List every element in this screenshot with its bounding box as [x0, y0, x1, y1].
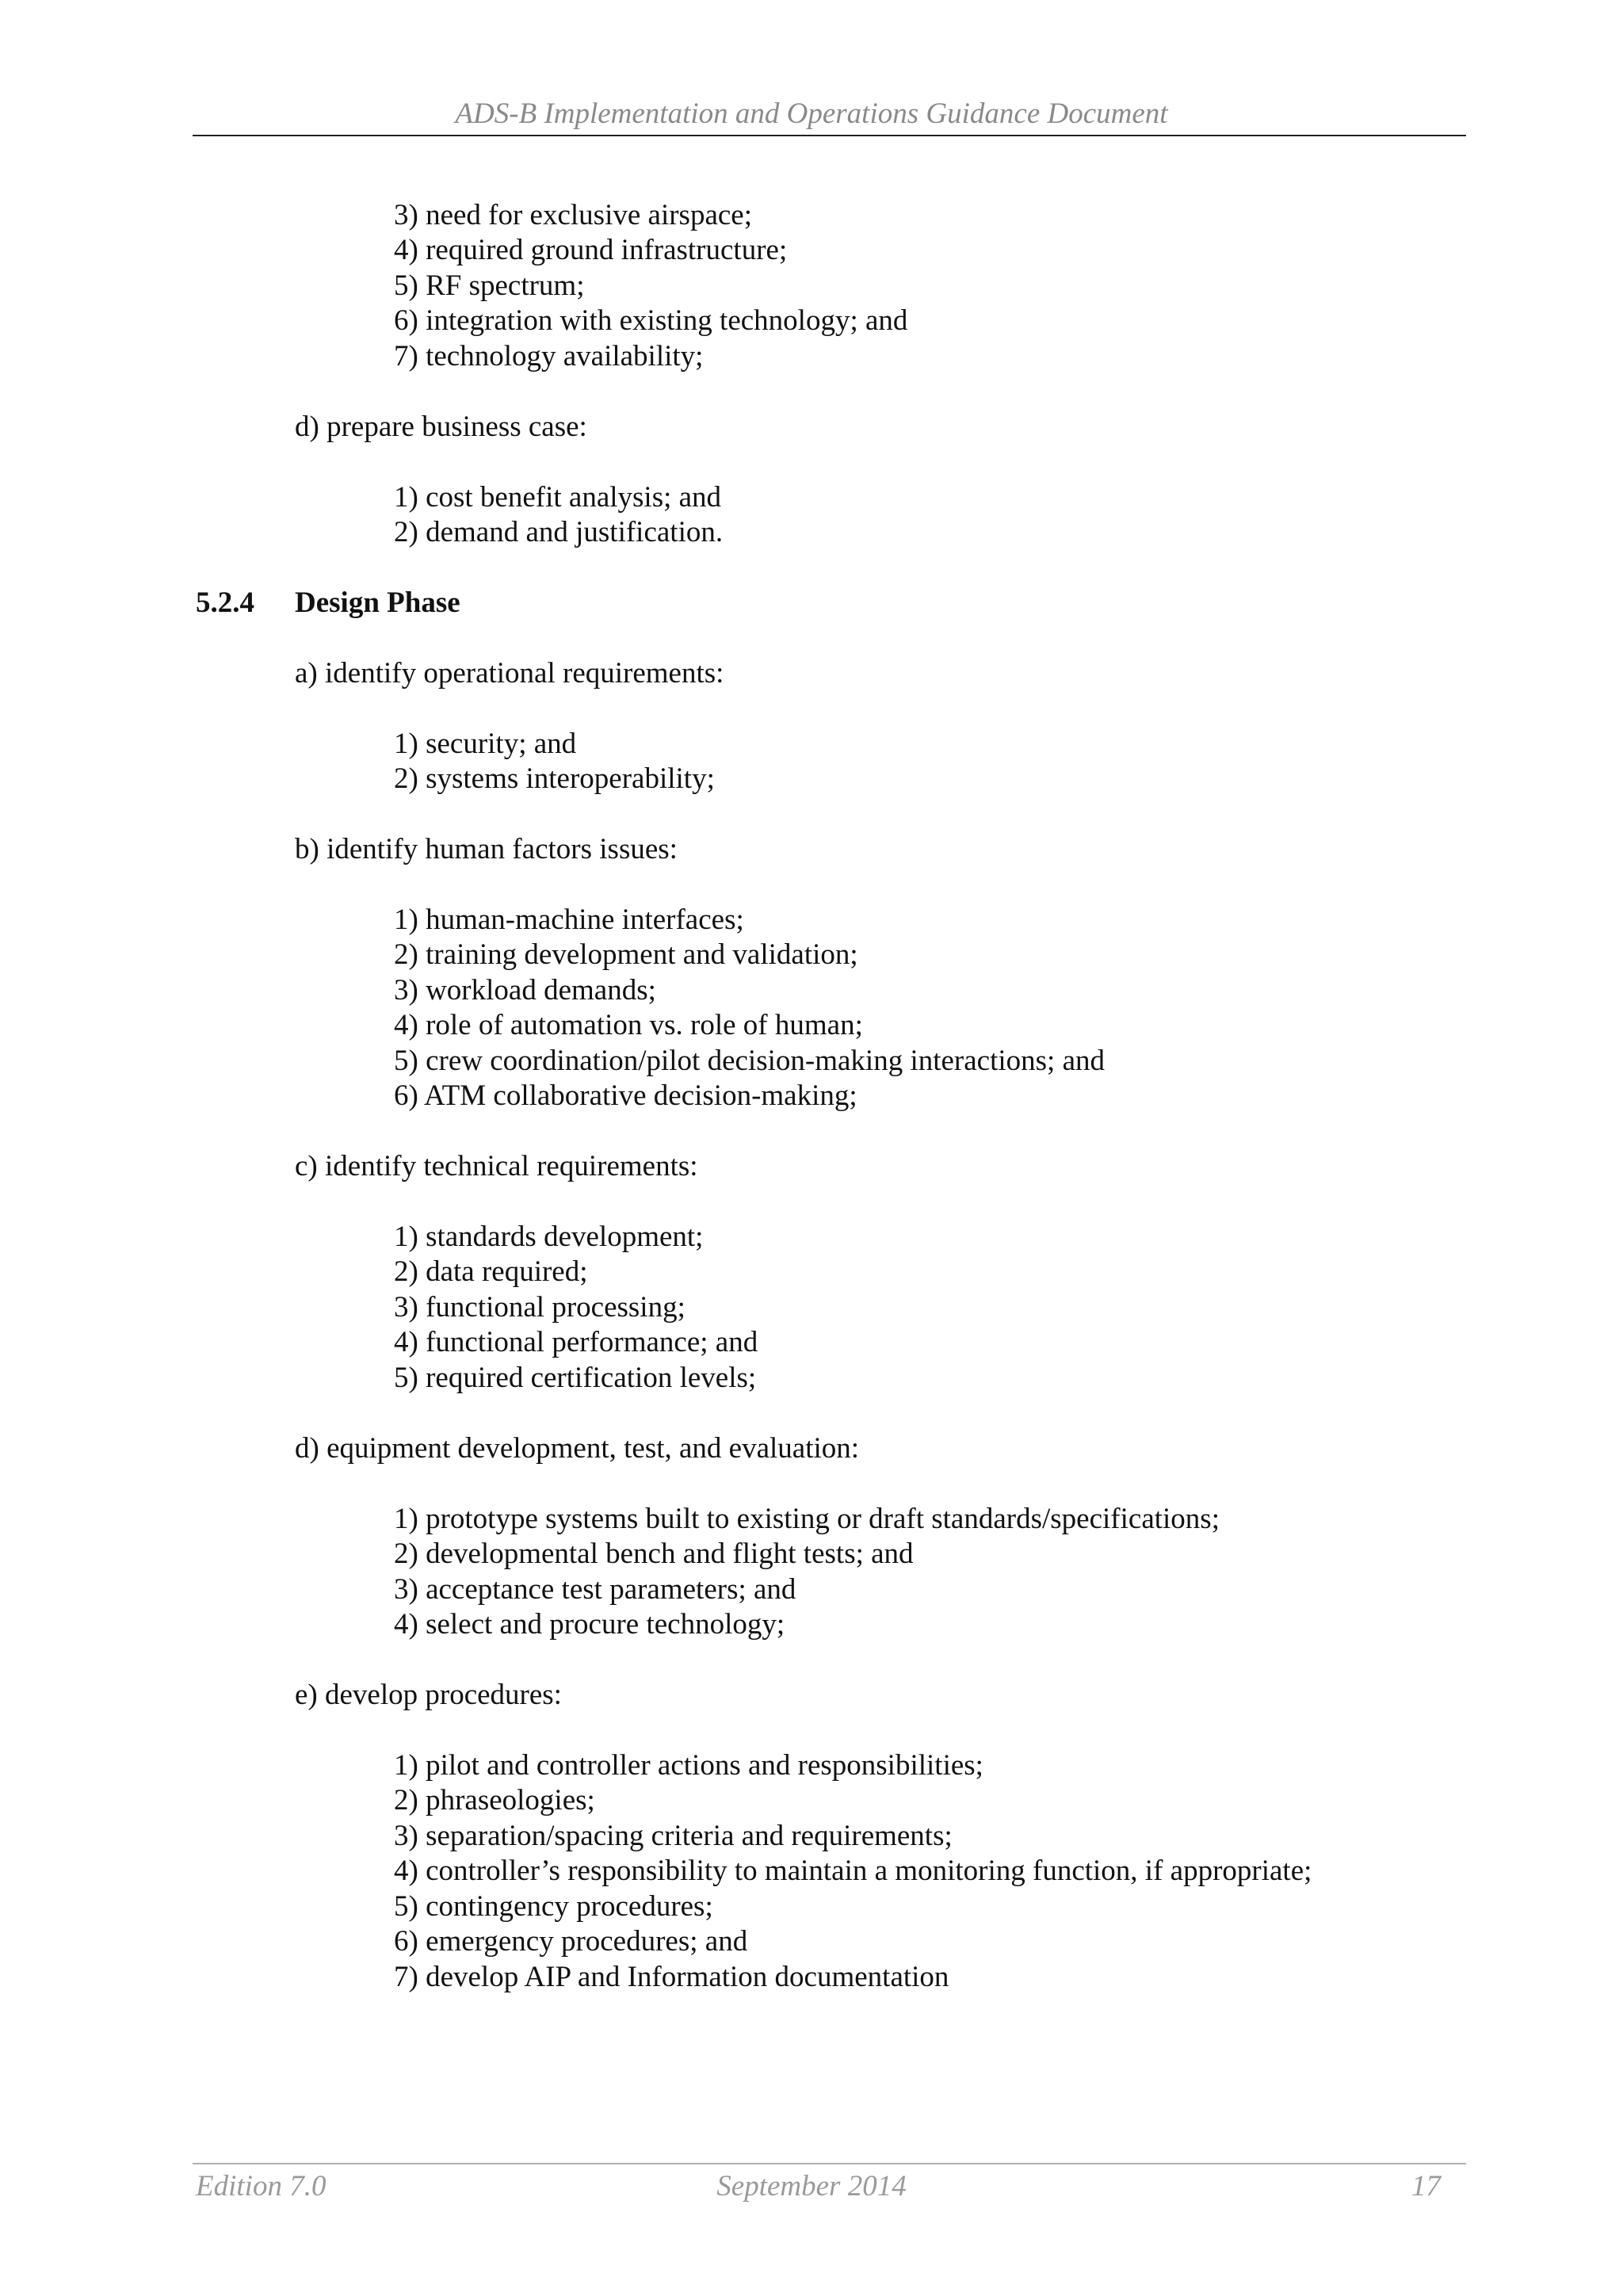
list-item: 3) separation/spacing criteria and requirements;: [394, 1820, 953, 1852]
list-item: 1) human-machine interfaces;: [394, 904, 744, 936]
list-item: 4) required ground infrastructure;: [394, 234, 788, 266]
list-item: 3) need for exclusive airspace;: [394, 199, 753, 231]
list-item: 4) select and procure technology;: [394, 1608, 785, 1641]
list-item: 6) emergency procedures; and: [394, 1925, 748, 1958]
header-title: ADS-B Implementation and Operations Guidance Document: [455, 97, 1168, 130]
list-item: 7) develop AIP and Information documentation: [394, 1961, 949, 1993]
list-item: 1) standards development;: [394, 1221, 704, 1253]
list-heading: c) identify technical requirements:: [295, 1150, 698, 1182]
footer-page-number: 17: [1411, 2170, 1441, 2202]
list-item: 2) phraseologies;: [394, 1784, 595, 1817]
section-number: 5.2.4: [196, 586, 254, 619]
list-item: 6) integration with existing technology; and: [394, 304, 908, 337]
list-item: 2) training development and validation;: [394, 938, 858, 971]
list-item: 3) acceptance test parameters; and: [394, 1573, 796, 1606]
list-item: 2) demand and justification.: [394, 516, 724, 548]
list-item: 2) data required;: [394, 1255, 588, 1288]
list-heading: b) identify human factors issues:: [295, 833, 678, 865]
list-item: 2) systems interoperability;: [394, 762, 715, 795]
list-item: 5) crew coordination/pilot decision-making interactions; and: [394, 1045, 1105, 1077]
list-item: 5) required certification levels;: [394, 1362, 757, 1394]
list-item: 5) RF spectrum;: [394, 269, 585, 302]
list-heading: a) identify operational requirements:: [295, 657, 724, 690]
list-item: 1) security; and: [394, 728, 577, 760]
list-item: 1) cost benefit analysis; and: [394, 481, 722, 514]
section-title: Design Phase: [295, 586, 460, 619]
list-item: 1) pilot and controller actions and responsibilities;: [394, 1749, 983, 1782]
list-heading: d) prepare business case:: [295, 411, 587, 443]
footer-date: September 2014: [716, 2170, 907, 2202]
list-item: 3) functional processing;: [394, 1291, 685, 1324]
footer-divider: [193, 2163, 1466, 2164]
list-item: 2) developmental bench and flight tests; and: [394, 1538, 914, 1570]
list-item: 4) role of automation vs. role of human;: [394, 1009, 863, 1041]
list-heading: e) develop procedures:: [295, 1679, 562, 1711]
list-item: 6) ATM collaborative decision-making;: [394, 1079, 857, 1112]
header-divider: [193, 135, 1466, 136]
list-item: 4) controller’s responsibility to maintain a monitoring function, if appropriate;: [394, 1855, 1312, 1887]
list-item: 1) prototype systems built to existing or draft standards/specifications;: [394, 1503, 1220, 1535]
list-item: 4) functional performance; and: [394, 1326, 758, 1358]
list-heading: d) equipment development, test, and evaluation:: [295, 1432, 860, 1465]
footer-edition: Edition 7.0: [196, 2170, 327, 2202]
list-item: 5) contingency procedures;: [394, 1890, 713, 1923]
list-item: 7) technology availability;: [394, 340, 704, 372]
list-item: 3) workload demands;: [394, 974, 656, 1007]
